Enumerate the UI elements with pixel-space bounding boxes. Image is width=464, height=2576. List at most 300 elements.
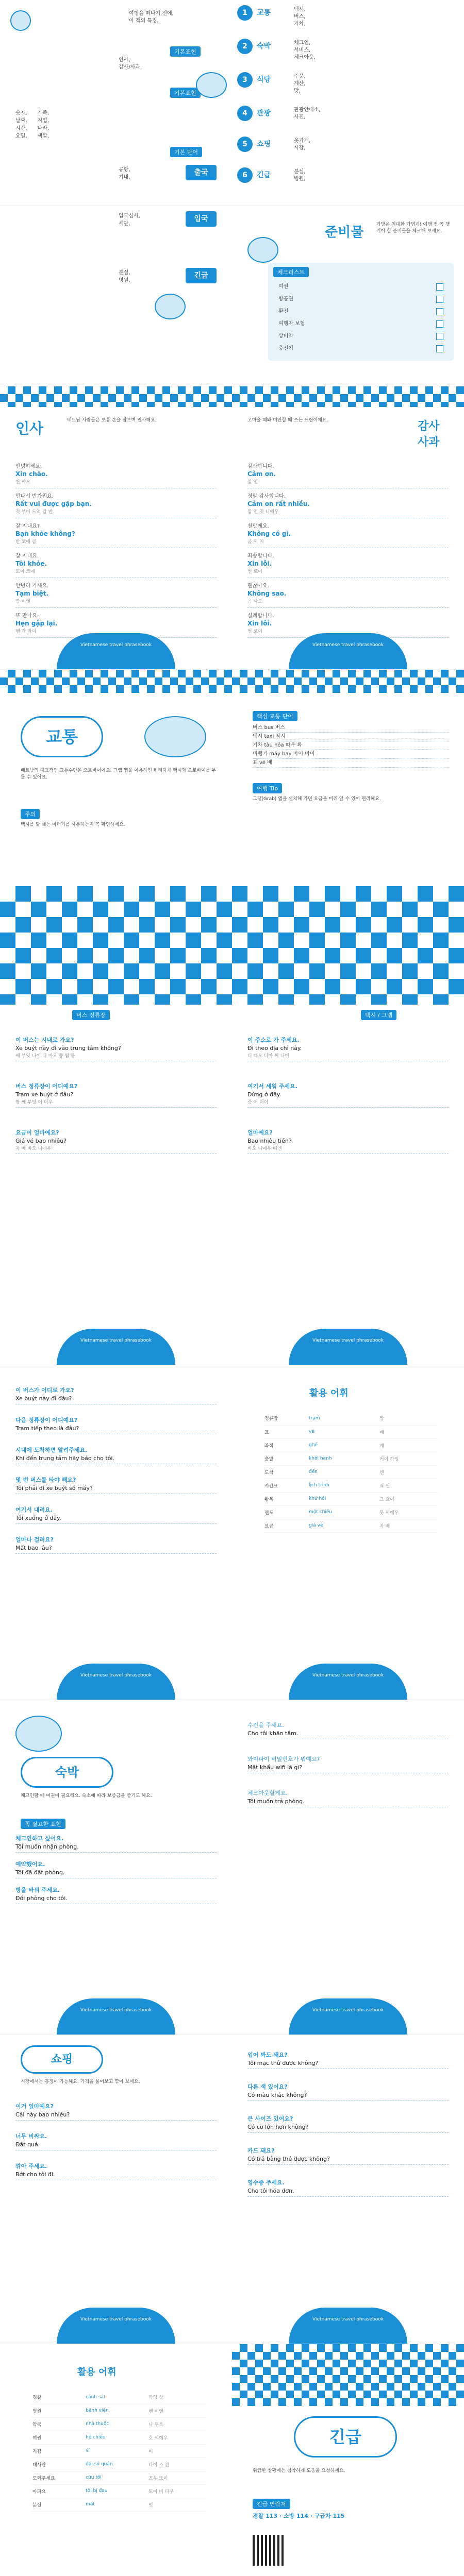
checkbox[interactable] <box>436 296 443 303</box>
vocab-row <box>263 1465 438 1479</box>
toc-chapter-arrival[interactable]: 입국 <box>186 211 217 227</box>
checklist-item <box>278 330 443 343</box>
toc-right-page <box>232 0 464 206</box>
toc-arrival-items: 입국심사, 세관, <box>119 213 140 227</box>
phrase-korean: 얼마나 걸려요? <box>15 1536 54 1543</box>
vocab-vietnamese: nhà thuốc <box>84 2417 147 2431</box>
phrase-vietnamese: Cái này bao nhiêu? <box>15 2111 70 2118</box>
phrase-korean: 다른 색 있어요? <box>247 2083 288 2090</box>
phrase-pronunciation: 반 코애 콤 <box>15 539 37 545</box>
phrase-vietnamese: Tôi khỏe. <box>15 560 47 567</box>
vocab-pronunciation: 다이 스 꽌 <box>147 2458 206 2471</box>
vocab-vietnamese: bệnh viện <box>84 2404 147 2417</box>
vocab-row <box>31 2391 206 2404</box>
phrase-vietnamese: Tôi muốn trả phòng. <box>247 1798 305 1805</box>
hotel-intro: 체크인할 때 여권이 필요해요. 숙소에 따라 보증금을 받기도 해요. <box>21 1793 152 1799</box>
phrase-korean: 이거 얼마예요? <box>15 2103 54 2110</box>
emergency-intro-page <box>232 2344 464 2576</box>
checklist-label: 여행자 보험 <box>278 321 305 327</box>
phrase-korean: 여기서 내려요. <box>15 1506 53 1513</box>
phrase-vietnamese: Mật khẩu wifi là gì? <box>247 1764 303 1771</box>
spread-shopping <box>0 2035 464 2344</box>
toc-col-2: 가족, 직업, 나라, 색깔, <box>37 110 49 139</box>
phrase-vietnamese: Xin lỗi. <box>247 560 272 567</box>
phrase-korean: 체크아웃할게요. <box>247 1790 288 1797</box>
phrase-block <box>15 2102 217 2121</box>
chapter-num-5: 5 <box>237 137 253 152</box>
transport-tip: 그랩(Grab) 앱을 설치해 가면 요금을 미리 알 수 있어 편리해요. <box>253 796 381 802</box>
toc-tag-word: 기본 단어 <box>170 147 202 157</box>
phrase-korean: 감사합니다. <box>247 464 274 469</box>
phrase-block <box>15 1860 217 1878</box>
chapter-num-1: 1 <box>237 5 253 21</box>
vocab-korean: 편도 <box>263 1505 307 1519</box>
phrase-korean: 방을 바꿔 주세요. <box>15 1887 60 1893</box>
vocab-korean: 출발 <box>263 1452 307 1465</box>
phrase-pronunciation: 헨 갑 라이 <box>15 629 37 634</box>
vocab-row <box>263 1492 438 1505</box>
phrase-korean: 잘 지내요. <box>15 553 39 559</box>
phrase-row <box>247 518 449 548</box>
toc-chapter-emergency-left[interactable]: 긴급 <box>186 268 217 283</box>
vocab-pronunciation: 비 <box>147 2444 206 2458</box>
checklist-item <box>278 306 443 318</box>
phrase-separator <box>247 2132 449 2133</box>
transport-vocab-list <box>253 724 449 768</box>
vocab-vietnamese: giá vé <box>307 1519 378 1532</box>
phrase-vietnamese: Tôi muốn nhận phòng. <box>15 1843 79 1850</box>
transport-title-badge: 교통 <box>21 716 103 757</box>
phrase-korean: 영수증 주세요. <box>247 2179 285 2186</box>
toc-departure-items: 공항, 기내, <box>119 167 130 180</box>
vocab-row <box>263 1519 438 1532</box>
shop-right-page <box>232 2035 464 2344</box>
phrase-separator <box>247 2100 449 2101</box>
checkbox[interactable] <box>436 308 443 315</box>
phrase-korean: 입어 봐도 돼요? <box>247 2052 288 2058</box>
phrase-vietnamese: Hẹn gặp lại. <box>15 620 58 627</box>
vocab-vietnamese: đến <box>307 1465 378 1479</box>
vocab-pronunciation: 호 찌에우 <box>147 2431 206 2444</box>
prep-checklist <box>278 281 443 355</box>
bus-vocab-page <box>232 1365 464 1700</box>
vocab-pronunciation: 끄우 또이 <box>147 2471 206 2484</box>
footer-arc: Vietnamese travel phrasebook <box>57 2308 175 2344</box>
vocab-pronunciation: 또이 비 다우 <box>147 2484 206 2498</box>
sun-icon <box>10 10 31 31</box>
vocab-korean: 병원 <box>31 2404 84 2417</box>
transport-intro: 베트남의 대표적인 교통수단은 오토바이예요. 그랩 앱을 이용하면 편리하게 택시와 오토바이를 부를 수 있어요. <box>21 768 217 780</box>
phrase-vietnamese: Bao nhiêu tiền? <box>247 1138 292 1144</box>
footer-arc: Vietnamese travel phrasebook <box>57 1329 175 1365</box>
checker-band <box>232 2344 464 2406</box>
vocab-korean: 지갑 <box>31 2444 84 2458</box>
vocab-vietnamese: đại sứ quán <box>84 2458 147 2471</box>
phrase-korean: 괜찮아요. <box>247 583 269 589</box>
bus2-page <box>0 1365 232 1700</box>
phrase-korean: 몇 번 버스를 타야 해요? <box>15 1477 76 1483</box>
phrase-vietnamese: Tôi mặc thử được không? <box>247 2060 319 2066</box>
footer-arc: Vietnamese travel phrasebook <box>289 633 407 669</box>
vocab-row <box>263 1425 438 1438</box>
phrase-block <box>247 2146 449 2165</box>
phrase-row <box>15 578 217 608</box>
shop-title-badge: 쇼핑 <box>21 2045 103 2074</box>
prep-intro: 가방은 최대한 가볍게! 여행 전 꼭 챙겨야 할 준비물을 체크해 보세요. <box>376 222 450 234</box>
phrase-pronunciation: 디 태오 디아 찌 나이 <box>247 1054 289 1059</box>
phrase-vietnamese: Cảm ơn rất nhiều. <box>247 500 310 507</box>
phrase-korean: 시내에 도착하면 알려주세요. <box>15 1447 88 1453</box>
phrase-vietnamese: Giá vé bao nhiêu? <box>15 1138 67 1144</box>
phrase-pronunciation: 증 어 더이 <box>247 1100 269 1105</box>
phrase-korean: 와이파이 비밀번호가 뭐예요? <box>247 1756 320 1762</box>
phrase-block <box>15 1082 217 1108</box>
phrase-block <box>15 1886 217 1904</box>
greet-title: 인사 <box>15 420 44 437</box>
phrase-block <box>15 1505 217 1524</box>
toc-tag-basic-2: 기본표현 <box>170 88 201 98</box>
spread-greet <box>0 386 464 670</box>
spread-transport <box>0 670 464 1005</box>
toc-list-basic: 인사, 감사/사과, <box>119 57 142 70</box>
phrase-pronunciation: 쌔 부잇 나이 디 바오 쭝 떰 콤 <box>15 1054 75 1059</box>
vocab-vietnamese: hộ chiếu <box>84 2431 147 2444</box>
bus-vocab-table <box>263 1412 438 1533</box>
vocab-vietnamese: cứu tôi <box>84 2471 147 2484</box>
phrase-korean: 이 버스가 어디로 가요? <box>15 1387 74 1394</box>
vocab-pronunciation: 자 배 <box>378 1519 438 1532</box>
phrase-separator <box>15 1107 217 1108</box>
vocab-korean: 도와주세요 <box>31 2471 84 2484</box>
vocab-row <box>31 2471 206 2484</box>
toc-chapter-transport[interactable]: 교통 <box>257 9 271 17</box>
vocab-pronunciation: 크 호이 <box>378 1492 438 1505</box>
phrase-block <box>15 1416 217 1434</box>
vocab-item: 버스 bus 버스 <box>253 724 449 733</box>
chapter-num-6: 6 <box>237 167 253 183</box>
phrase-vietnamese: Xin lỗi. <box>247 620 272 627</box>
vocab-pronunciation: 짬 <box>378 1412 438 1425</box>
emergency-vocab-title: 활용 어휘 <box>77 2367 117 2378</box>
phrase-pronunciation: 콤 꺼 지 <box>247 539 264 545</box>
phrase-block <box>15 1386 217 1404</box>
transport-vocab-tag: 핵심 교통 단어 <box>253 711 297 721</box>
shop-phrase-list-right <box>232 2050 464 2210</box>
toc-left-page <box>0 0 232 206</box>
vocab-korean: 여권 <box>31 2431 84 2444</box>
phrase-pronunciation: 젓 부이 드억 갑 반 <box>15 510 53 515</box>
mascot-icon <box>196 72 227 98</box>
phrase-vietnamese: Có cỡ lớn hơn không? <box>247 2124 309 2130</box>
phrase-block <box>247 2114 449 2133</box>
phrase-korean: 요금이 얼마예요? <box>15 1129 59 1136</box>
bus-phrase-list <box>0 1036 232 1175</box>
phrase-row <box>15 518 217 548</box>
chapter-num-2: 2 <box>237 39 253 54</box>
phrase-vietnamese: Bạn khỏe không? <box>15 530 75 537</box>
footer-arc: Vietnamese travel phrasebook <box>289 1998 407 2035</box>
checklist-label: 충전기 <box>278 346 293 351</box>
toc-chapter-departure[interactable]: 출국 <box>186 165 217 180</box>
phrase-separator <box>247 2164 449 2165</box>
phrase-vietnamese: Không sao. <box>247 590 287 597</box>
phrase-vietnamese: Xin chào. <box>15 470 48 478</box>
vocab-item: 기차 tàu hỏa 따우 화 <box>253 741 449 750</box>
vocab-vietnamese: trạm <box>307 1412 378 1425</box>
vocab-row <box>31 2458 206 2471</box>
phrase-vietnamese: Đổi phòng cho tôi. <box>15 1895 68 1902</box>
vocab-pronunciation: 냐 투옥 <box>147 2417 206 2431</box>
phrase-korean: 여기서 세워 주세요. <box>247 1083 297 1090</box>
bus2-phrase-list <box>0 1386 232 1565</box>
phrase-vietnamese: Trạm tiếp theo là đâu? <box>15 1425 79 1432</box>
greet-phrase-list <box>15 459 217 638</box>
phrase-korean: 죄송합니다. <box>247 553 274 559</box>
taxi-title: 택시 / 그랩 <box>361 1010 396 1020</box>
spread-bus-vocab <box>0 1365 464 1700</box>
footer-arc: Vietnamese travel phrasebook <box>289 2308 407 2344</box>
prep-title: 준비물 <box>325 225 364 240</box>
phrase-vietnamese: Dừng ở đây. <box>247 1091 281 1098</box>
vocab-korean: 아파요 <box>31 2484 84 2498</box>
vocab-table <box>31 2391 206 2512</box>
prep-page <box>232 206 464 386</box>
toc-chapter-emergency[interactable]: 긴급 <box>257 171 271 179</box>
phrase-vietnamese: Có trả bằng thẻ được không? <box>247 2156 330 2162</box>
phrase-vietnamese: Khi đến trung tâm hãy báo cho tôi. <box>15 1455 114 1462</box>
vocab-row <box>31 2404 206 2417</box>
phrase-vietnamese: Cho tôi khăn tắm. <box>247 1730 299 1737</box>
phrase-korean: 예약했어요. <box>15 1861 45 1868</box>
vocab-vietnamese: vé <box>307 1425 378 1438</box>
checkbox[interactable] <box>436 333 443 340</box>
vocab-vietnamese: ví <box>84 2444 147 2458</box>
vocab-korean: 대사관 <box>31 2458 84 2471</box>
transport-warn: 택시를 탈 때는 미터기를 사용하는지 꼭 확인하세요. <box>21 822 125 827</box>
toc-emergency-left-items: 분실, 병원, <box>119 270 130 283</box>
phrase-row <box>15 548 217 578</box>
toc-chapter-hotel[interactable]: 숙박 <box>257 42 271 50</box>
phrase-block <box>247 1082 449 1108</box>
toc-chapter-shopping[interactable]: 쇼핑 <box>257 140 271 148</box>
vocab-pronunciation: 릭 찐 <box>378 1479 438 1492</box>
toc-transport-items: 택시, 버스, 기차, <box>294 7 306 27</box>
phrase-korean: 버스 정류장이 어디예요? <box>15 1083 78 1090</box>
phrase-block <box>247 1755 449 1773</box>
phrase-korean: 큰 사이즈 있어요? <box>247 2115 293 2122</box>
chapter-num-4: 4 <box>237 106 253 121</box>
checkbox[interactable] <box>436 283 443 291</box>
greet-page <box>0 386 232 669</box>
vocab-pronunciation: 까잉 삿 <box>147 2391 206 2404</box>
thanks-phrase-list <box>247 459 449 638</box>
vocab-row <box>31 2444 206 2458</box>
greet-intro: 베트남 사람들은 보통 손을 잡으며 인사해요. <box>67 418 157 423</box>
checklist-item <box>278 343 443 355</box>
vocab-row <box>263 1479 438 1492</box>
taxi-page <box>232 1005 464 1365</box>
phrase-block <box>15 2132 217 2150</box>
bus-page <box>0 1005 232 1365</box>
phrase-vietnamese: Tôi xuống ở đây. <box>15 1515 61 1521</box>
emergency-numbers-tag: 긴급 연락처 <box>253 2499 290 2509</box>
phrase-row <box>15 459 217 488</box>
phrase-korean: 만나서 반가워요. <box>15 494 54 499</box>
checker-pattern <box>0 886 464 1005</box>
vocab-row <box>31 2484 206 2498</box>
toc-tag-basic: 기본표현 <box>170 46 201 57</box>
phrase-korean: 수건을 주세요. <box>247 1722 284 1728</box>
checklist-label: 환전 <box>278 309 289 314</box>
phrase-vietnamese: Tạm biệt. <box>15 590 49 597</box>
phrase-vietnamese: Bớt cho tôi đi. <box>15 2171 55 2178</box>
vocab-korean: 시간표 <box>263 1479 307 1492</box>
spread-toc <box>0 0 464 206</box>
phrase-korean: 깎아 주세요. <box>15 2163 47 2170</box>
vocab-korean: 경찰 <box>31 2391 84 2404</box>
footer-arc: Vietnamese travel phrasebook <box>289 1329 407 1365</box>
bus-vocab-title: 활용 어휘 <box>309 1388 349 1399</box>
vocab-korean: 요금 <box>263 1519 307 1532</box>
phrase-block <box>15 1476 217 1494</box>
phrase-separator <box>247 1107 449 1108</box>
mascot-bus-icon <box>155 294 186 319</box>
qr-code-icon[interactable] <box>253 2535 284 2566</box>
phrase-korean: 정말 감사합니다. <box>247 494 286 499</box>
toc-chapter-food[interactable]: 식당 <box>257 76 271 84</box>
footer-arc: Vietnamese travel phrasebook <box>289 1664 407 1700</box>
vocab-vietnamese: ghế <box>307 1438 378 1452</box>
phrase-vietnamese: Xe buýt này đi đâu? <box>15 1395 72 1402</box>
emergency-numbers: 경찰 113 · 소방 114 · 구급차 115 <box>253 2513 345 2519</box>
bus-title: 버스 정류장 <box>72 1010 110 1020</box>
vocab-vietnamese: tôi bị đau <box>84 2484 147 2498</box>
phrase-vietnamese: Cảm ơn. <box>247 470 276 478</box>
taxi-phrase-list <box>232 1036 464 1175</box>
spread-hotel <box>0 1700 464 2035</box>
vocab-row <box>263 1438 438 1452</box>
phrase-pronunciation: 콤 사오 <box>247 599 262 604</box>
phrase-pronunciation: 짬 쌔 부잇 어 더우 <box>15 1100 53 1105</box>
footer-arc: Vietnamese travel phrasebook <box>57 1664 175 1700</box>
vocab-vietnamese: khởi hành <box>307 1452 378 1465</box>
phrase-separator <box>15 1523 217 1524</box>
phrase-block <box>15 2162 217 2180</box>
phrase-pronunciation: 바오 니에우 띠엔 <box>247 1146 282 1151</box>
toc-hotel-items: 체크인, 서비스, 체크아웃, <box>294 40 316 60</box>
spread-emergency <box>0 2344 464 2576</box>
phrase-row <box>247 459 449 488</box>
phrase-korean: 다음 정류장이 어디예요? <box>15 1417 78 1423</box>
phrase-korean: 실례합니다. <box>247 613 274 619</box>
vocab-pronunciation: 커이 하잉 <box>378 1452 438 1465</box>
vocab-row <box>31 2498 206 2511</box>
toc-col-1: 숫자, 날짜, 시간, 요일, <box>15 110 27 139</box>
checkbox[interactable] <box>436 345 443 352</box>
phrase-block <box>247 1036 449 1061</box>
vocab-row <box>31 2431 206 2444</box>
suitcase-icon <box>247 237 278 263</box>
phrase-korean: 또 만나요. <box>15 613 39 619</box>
phrase-pronunciation: 자 배 바오 니에우 <box>15 1146 52 1151</box>
emergency-vocab-table <box>31 2391 206 2512</box>
prep-checklist-header: 체크리스트 <box>273 267 309 277</box>
vocab-pronunciation: 배 <box>378 1425 438 1438</box>
phrase-block <box>247 2050 449 2069</box>
phrase-vietnamese: Xe buýt này đi vào trung tâm không? <box>15 1045 121 1052</box>
checkbox[interactable] <box>436 320 443 328</box>
shop-page <box>0 2035 232 2344</box>
phrase-separator <box>15 1852 217 1853</box>
phrase-korean: 잘 지내요? <box>15 523 40 529</box>
transport-warn-tag: 주의 <box>21 809 40 819</box>
checklist-item <box>278 293 443 306</box>
toc-chapter-tour[interactable]: 관광 <box>257 109 271 117</box>
vocab-pronunciation: 못 찌에우 <box>378 1505 438 1519</box>
shop-phrase-list <box>0 2102 232 2192</box>
phrase-pronunciation: 깜 언 젓 니에우 <box>247 510 279 515</box>
vocab-vietnamese: cảnh sát <box>84 2391 147 2404</box>
phrase-block <box>15 1036 217 1061</box>
toc-grid <box>15 108 222 139</box>
vocab-table <box>263 1412 438 1533</box>
vocab-korean: 왕복 <box>263 1492 307 1505</box>
phrase-row <box>247 578 449 608</box>
vocab-vietnamese: mất <box>84 2498 147 2511</box>
vocab-vietnamese: lịch trình <box>307 1479 378 1492</box>
phrase-block <box>15 1834 217 1853</box>
phrase-block <box>15 1446 217 1464</box>
phrase-block <box>15 1535 217 1554</box>
phrase-korean: 이 주소로 가 주세요. <box>247 1037 300 1043</box>
toc-food-items: 주문, 계산, 맛, <box>294 74 306 94</box>
phrase-separator <box>15 1553 217 1554</box>
vocab-korean: 정류장 <box>263 1412 307 1425</box>
hotel-intro-page <box>0 1700 232 2035</box>
spread-bus <box>0 1005 464 1365</box>
thanks-page <box>232 386 464 669</box>
thanks-title: 감사 사과 <box>418 420 440 449</box>
vocab-row <box>31 2417 206 2431</box>
phrase-korean: 안녕하세요. <box>15 464 42 469</box>
emergency-intro: 위급한 상황에는 침착하게 도움을 요청하세요. <box>253 2468 345 2473</box>
phrase-separator <box>247 2196 449 2197</box>
spread-prep <box>0 206 464 386</box>
toc-intro: 여행을 떠나기 전에, 이 책의 특징, <box>129 11 174 24</box>
vocab-pronunciation: 게 <box>378 1438 438 1452</box>
phrase-pronunciation: 땀 비엣 <box>15 599 30 604</box>
emergency-title-badge: 긴급 <box>294 2416 397 2458</box>
phrase-block <box>247 2178 449 2197</box>
footer-arc: Vietnamese travel phrasebook <box>57 1998 175 2035</box>
phrase-block <box>247 1721 449 1739</box>
vocab-korean: 분실 <box>31 2498 84 2511</box>
phrase-pronunciation: 씬 로이 <box>247 569 262 574</box>
vocab-row <box>263 1452 438 1465</box>
phrase-pronunciation: 씬 짜오 <box>15 480 30 485</box>
vocab-vietnamese: khứ hồi <box>307 1492 378 1505</box>
phrase-vietnamese: Tôi phải đi xe buýt số mấy? <box>15 1485 93 1492</box>
phrase-vietnamese: Tôi đã đặt phòng. <box>15 1869 65 1876</box>
vocab-korean: 도착 <box>263 1465 307 1479</box>
hotel-phrase-page <box>232 1700 464 2035</box>
phrase-vietnamese: Trạm xe buýt ở đâu? <box>15 1091 74 1098</box>
vocab-vietnamese: một chiều <box>307 1505 378 1519</box>
hotel-phrase-list-right <box>232 1721 464 1823</box>
phrase-pronunciation: 또이 코애 <box>15 569 35 574</box>
toc-left-bottom <box>0 206 232 386</box>
vocab-pronunciation: 멋 <box>147 2498 206 2511</box>
